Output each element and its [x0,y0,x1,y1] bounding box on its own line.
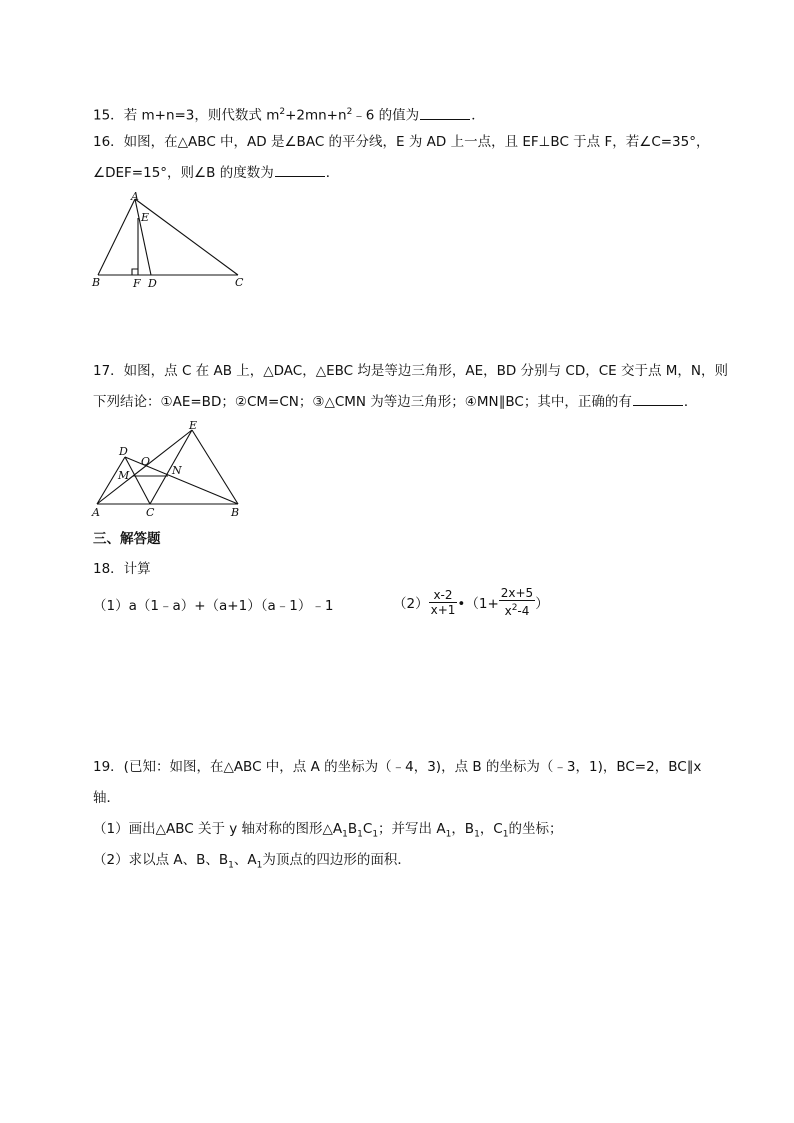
label-a: A [92,506,100,519]
label-b: B [231,506,240,519]
question-16-line-1: 16．如图，在△ABC 中，AD 是∠BAC 的平分线，E 为 AD 上一点，且 EF⊥BC 于点 F，若∠C=35°， [93,134,710,150]
fraction-1: $\frac{x-2}{x+1}$ [430,587,456,617]
label-b: B [92,276,101,289]
answer-blank-15[interactable] [420,107,470,120]
section-heading: 三、解答题 [93,531,161,547]
segment-ce [150,430,192,504]
answer-blank-17[interactable] [633,393,683,406]
label-m: M [118,469,130,482]
question-19-line-1: 19．(已知：如图，在△ABC 中，点 A 的坐标为（﹣4，3)，点 B 的坐标为（﹣3，1)，BC=2，BC∥x [93,759,702,775]
question-17-line-2: 下列结论：①AE=BD；②CM=CN；③△CMN 为等边三角形；④MN∥BC；其中，正确的有 ． [93,394,698,410]
fraction-2: $\frac{2x+5}{x^2-4}$ [500,586,534,618]
question-18-part-2: （2） $\frac{x-2}{x+1}$ •（1+ $\frac{2x+5}{x^2-4}$ ） [393,586,549,618]
label-n: N [172,464,182,477]
label-f: F [133,277,141,290]
question-18-title: 18．计算 [93,561,151,577]
question-15: 15．若 m+n=3，则代数式 $m^2+2mn+n^2﹣6$ 的值为 ． [93,107,485,124]
edge-ac [135,199,238,275]
question-19-part-1: （1）画出△ABC 关于 y 轴对称的图形$\triangle A_1B_1C_1$；并写出 $A_1$，$B_1$，$C_1$的坐标； [93,821,563,840]
answer-blank-16[interactable] [275,164,325,177]
figure-16-triangle [88,190,253,292]
label-e: E [189,419,198,432]
label-a: A [131,190,139,203]
edge-ab [98,199,135,275]
label-d: D [148,277,157,290]
right-angle-mark [132,269,138,275]
question-16-line-2: ∠DEF=15°，则∠B 的度数为 ． [93,165,340,181]
label-e: E [141,211,150,224]
label-c: C [146,506,155,519]
question-19-line-2: 轴． [93,790,120,806]
label-c: C [235,276,244,289]
segment-eb [192,430,238,504]
question-18-part-1: （1）a（1﹣a）+（a+1）（a﹣1）﹣1 [93,598,334,614]
question-17-line-1: 17．如图，点 C 在 AB 上，△DAC，△EBC 均是等边三角形，AE，BD 分别与 CD，CE 交于点 M，N，则 [93,363,728,379]
figure-17-triangles [88,418,248,522]
question-19-part-2: （2）求以点 A、B、$B_1$、$A_1$为顶点的四边形的面积． [93,852,411,871]
label-d: D [119,445,128,458]
label-o: O [141,455,151,468]
